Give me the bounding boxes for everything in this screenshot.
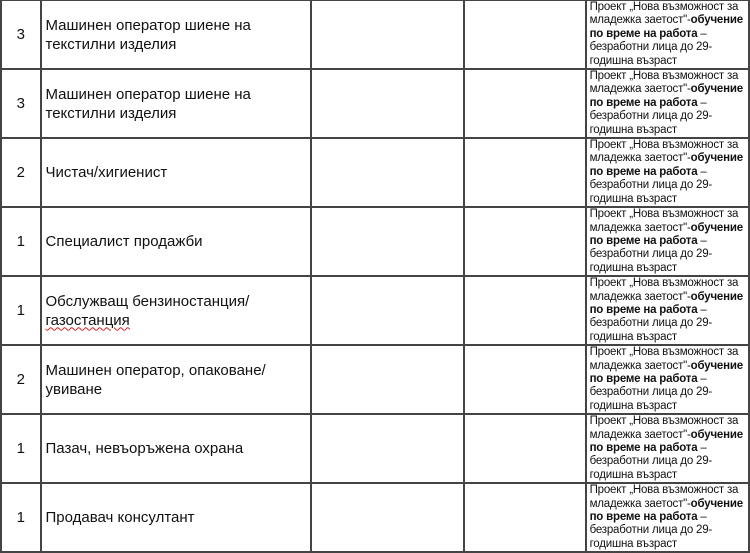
table-row [1,414,749,483]
note-text: – безработни лица до 29-годишна възраст [589,303,713,343]
program-note [586,483,749,552]
empty-cell [311,345,464,414]
note-text: Проект „Нова възможност за младежка заетост"- [589,1,739,27]
note-text: Проект „Нова възможност за младежка заетост"- [589,484,739,510]
note-text: – безработни лица до 29-годишна възраст [589,96,713,136]
empty-cell [311,207,464,276]
note-bold: обучение по време на работа [589,497,743,524]
empty-cell [311,276,464,345]
positions-count: 1 [1,207,41,276]
job-title: Чистач/хигиенист [41,138,312,207]
table-row [1,483,749,552]
note-text: – безработни лица до 29-годишна възраст [589,234,713,274]
positions-count: 1 [1,276,41,345]
note-text: Проект „Нова възможност за младежка заетост"- [589,346,739,372]
note-bold: обучение по време на работа [589,14,743,40]
note-bold: обучение по време на работа [589,83,743,109]
note-text: Проект „Нова възможност за младежка заетост"- [589,277,739,303]
table-row [1,276,749,345]
program-note [586,207,749,276]
empty-cell [311,414,464,483]
program-note [586,345,749,414]
empty-cell [464,483,586,552]
note-text: Проект „Нова възможност за младежка заетост"- [589,139,739,165]
positions-count: 1 [1,483,41,552]
empty-cell [464,414,586,483]
note-text: – безработни лица до 29-годишна възраст [589,372,713,412]
note-bold: обучение по време на работа [589,428,743,454]
program-note [586,0,749,69]
job-title-text: Обслужващ бензиностанция/ [45,292,250,310]
empty-cell [311,0,464,69]
note-bold: обучение по време на работа [589,152,743,178]
program-note [586,276,749,345]
empty-cell [464,69,586,138]
empty-cell [311,69,464,138]
job-title [41,276,312,345]
note-bold: обучение по време на работа [589,221,743,247]
program-note [586,414,749,483]
positions-count: 2 [1,138,41,207]
program-note [586,69,749,138]
note-text: – безработни лица до 29-годишна възраст [589,442,713,481]
note-text: Проект „Нова възможност за младежка заетост"- [589,70,739,96]
positions-count: 3 [1,0,41,69]
positions-count: 2 [1,345,41,414]
note-text: – безработни лица до 29-годишна възраст [589,165,713,205]
table-row [1,207,749,276]
empty-cell [311,138,464,207]
table-row [1,0,749,69]
positions-count: 1 [1,414,41,483]
empty-cell [464,345,586,414]
empty-cell [464,276,586,345]
job-title: Продавач консултант [41,483,312,552]
job-title: Машинен оператор шиене на текстилни изделия [41,0,312,69]
empty-cell [311,483,464,552]
job-title: Пазач, невъоръжена охрана [41,414,312,483]
note-text: Проект „Нова възможност за младежка заетост"- [589,208,739,234]
note-text: – безработни лица до 29-годишна възраст [589,511,713,550]
table-row [1,69,749,138]
job-title: Машинен оператор, опаковане/увиване [41,345,312,414]
note-bold: обучение по време на работа [589,359,743,385]
positions-count: 3 [1,69,41,138]
empty-cell [464,207,586,276]
table-row [1,138,749,207]
program-note [586,138,749,207]
empty-cell [464,138,586,207]
job-title: Машинен оператор шиене на текстилни изделия [41,69,312,138]
table-row [1,345,749,414]
empty-cell [464,0,586,69]
spellcheck-underlined-word: газостанция [45,311,130,329]
note-text: – безработни лица до 29-годишна възраст [589,27,713,67]
job-title: Специалист продажби [41,207,312,276]
note-text: Проект „Нова възможност за младежка заетост"- [589,415,739,441]
note-bold: обучение по време на работа [589,290,743,316]
